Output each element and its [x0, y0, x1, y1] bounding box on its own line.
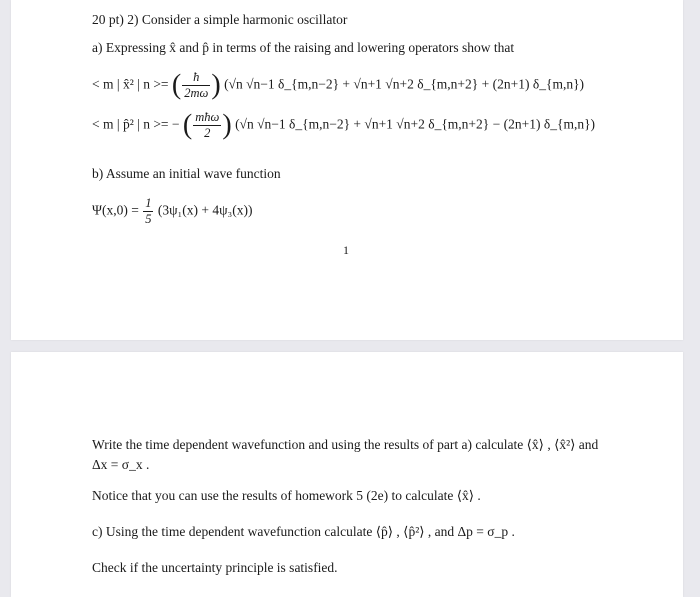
eq3-frac-num: 1 — [145, 196, 152, 210]
part-b-intro: b) Assume an initial wave function — [92, 166, 281, 181]
eq3-frac-den: 5 — [145, 212, 152, 226]
eq1-frac-num: ħ — [182, 70, 210, 86]
eq1-frac-den: 2mω — [184, 86, 209, 100]
document-page-2 — [11, 352, 683, 597]
page-number: 1 — [343, 243, 349, 257]
document-page-1 — [11, 0, 683, 340]
eq3-lhs: Ψ(x,0) = — [92, 202, 139, 218]
part-a-intro: a) Expressing x̂ and p̂ in terms of the raising and lowering operators show that — [92, 40, 515, 55]
problem-heading: 20 pt) 2) Consider a simple harmonic oscillator — [92, 12, 348, 27]
instruction-line-1a: Write the time dependent wavefunction and using the results of part a) calculate ⟨x̂⟩ , ⟨x̂²⟩ and — [92, 437, 599, 452]
equation-x-squared: < m | x̂² | n >= ( $\frac{ħ}{2m\omega}$ ) (√n √n−1 δ_{m,n−2} + √n+1 √n+2 δ_{m,n+2} + (2n+1) δ_{m,n}) — [92, 69, 585, 101]
eq1-rhs: (√n √n−1 δ_{m,n−2} + √n+1 √n+2 δ_{m,n+2} + (2n+1) δ_{m,n}) — [224, 76, 585, 92]
eq2-frac-den: 2 — [204, 126, 211, 140]
instruction-line-2: Notice that you can use the results of homework 5 (2e) to calculate ⟨x̂⟩ . — [92, 488, 481, 503]
eq2-frac-num: mħω — [195, 110, 220, 124]
eq3-rhs: (3ψ₁(x) + 4ψ₃(x)) — [157, 202, 253, 218]
equation-initial-wavefunction — [92, 196, 252, 227]
uncertainty-check-line: Check if the uncertainty principle is satisfied. — [92, 560, 338, 575]
instruction-line-1b: Δx = σ_x . — [92, 457, 150, 472]
eq2-rhs: (√n √n−1 δ_{m,n−2} + √n+1 √n+2 δ_{m,n+2} − (2n+1) δ_{m,n}) — [235, 116, 596, 132]
eq1-lhs: < m | x̂² | n >= — [92, 76, 169, 92]
eq2-lhs: < m | p̂² | n >= − — [92, 116, 180, 132]
equation-p-squared: < m | p̂² | n >= − ( $\frac{\text{mħω}}{2}$ ) (√n √n−1 δ_{m,n−2} + √n+1 √n+2 δ_{m,n+2} − (2n+1) δ_{m,n}) — [92, 109, 596, 141]
part-c-line: c) Using the time dependent wavefunction calculate ⟨p̂⟩ , ⟨p̂²⟩ , and Δp = σ_p . — [92, 524, 515, 539]
